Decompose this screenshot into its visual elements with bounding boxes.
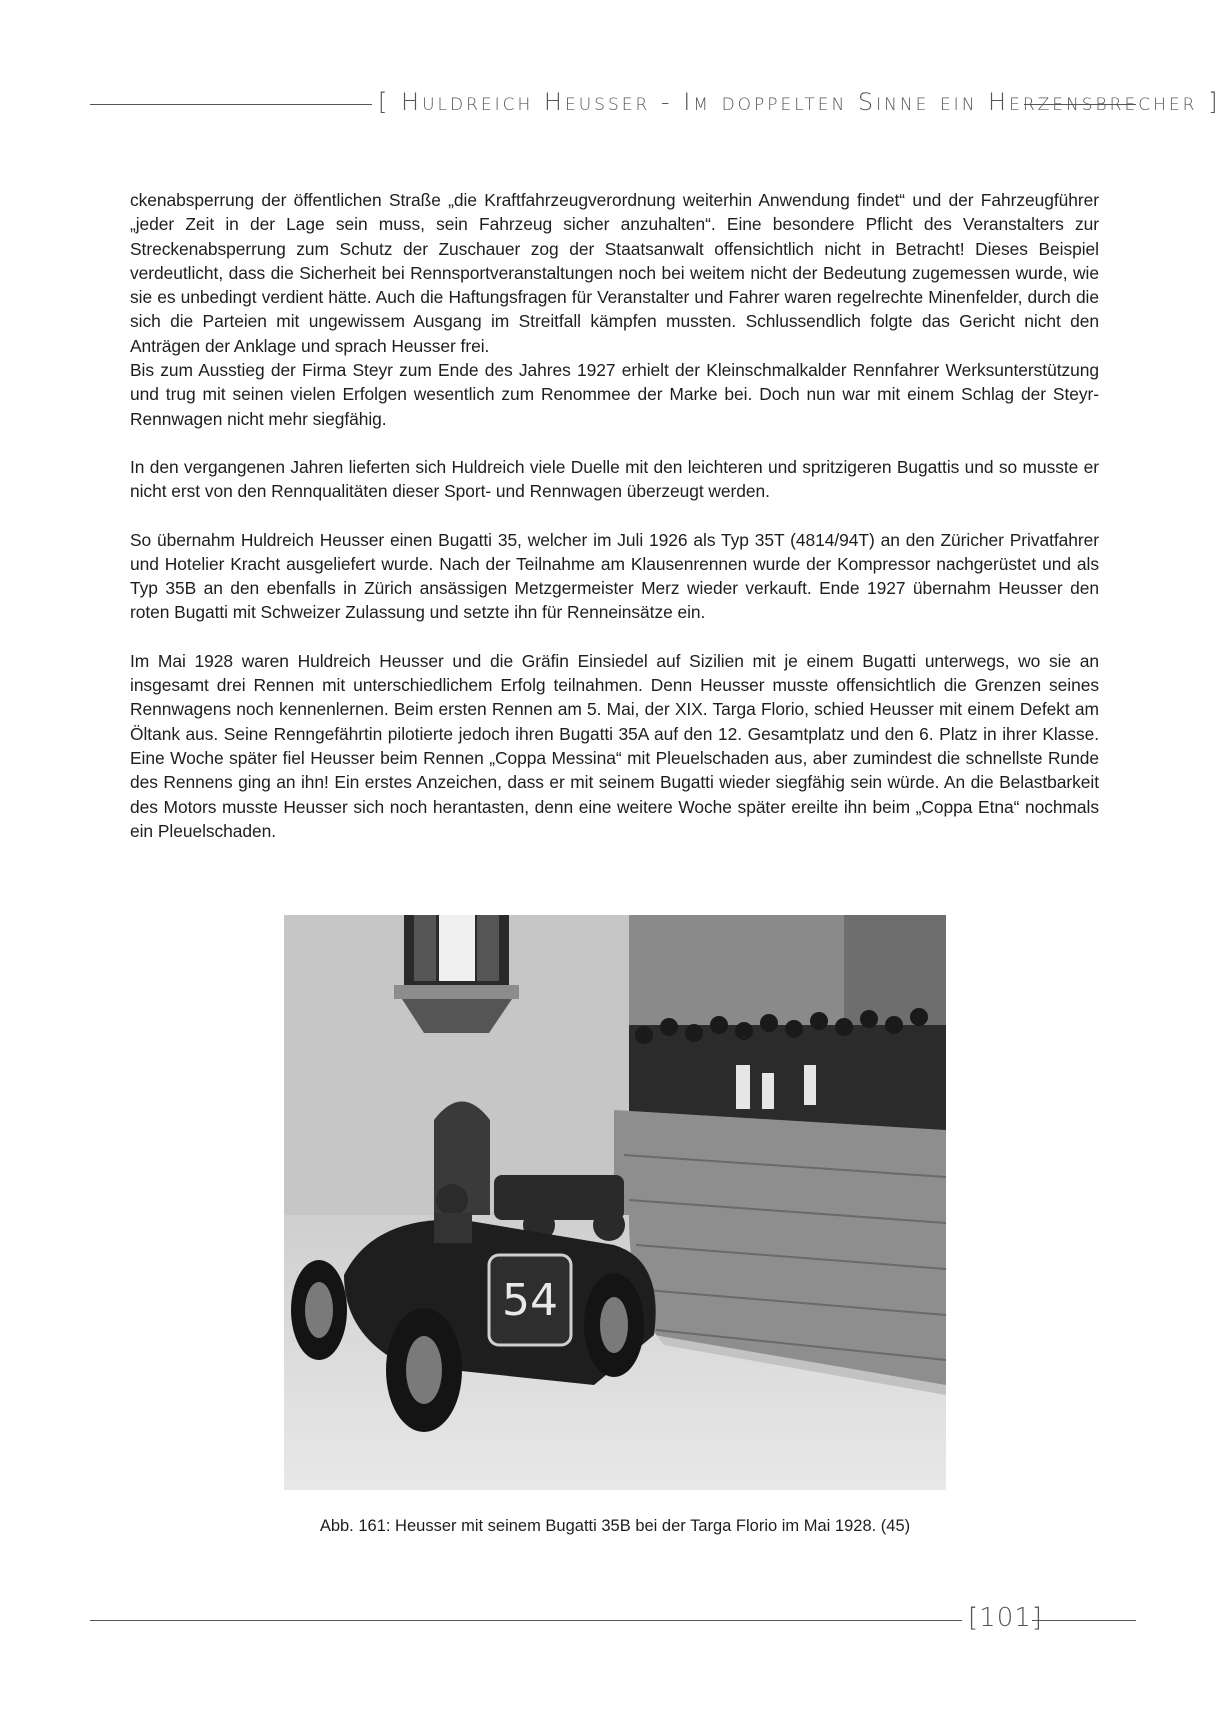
header-rule-right <box>1024 104 1136 105</box>
body-text <box>130 188 1099 843</box>
paragraph-5: Im Mai 1928 waren Huldreich Heusser und die Gräfin Einsiedel auf Sizilien mit je einem Bugatti unterwegs, wo sie an insgesamt drei Rennen mit unterschiedlichem Erfolg teilnahmen. Denn Heusser musste offensichtlich die Grenzen seines Rennwagens noch kennenlernen. Beim ersten Rennen am 5. Mai, der XIX. Targa Florio, schied Heusser mit einem Defekt am Öltank aus. Seine Renngefährtin pilotierte jedoch ihren Bugatti 35A auf den 12. Gesamtplatz und den 6. Platz in ihrer Klasse. Eine Woche später fiel Heusser beim Rennen „Coppa Messina“ mit Pleuelschaden aus, aber zumindest die schnellste Runde des Rennens ging an ihn! Ein erstes Anzeichen, dass er mit seinem Bugatti wieder siegfähig sein würde. An die Belastbarkeit des Motors musste Heusser sich noch herantasten, denn eine weitere Woche später ereilte ihn beim „Coppa Etna“ nochmals ein Pleuelschaden. <box>130 650 1099 841</box>
car-number: 54 <box>502 1275 558 1326</box>
footer-rule-right <box>1032 1620 1136 1621</box>
figure-caption: Abb. 161: Heusser mit seinem Bugatti 35B bei der Targa Florio im Mai 1928. (45) <box>319 1517 911 1535</box>
header-rule-left <box>90 104 372 105</box>
paragraph-3: In den vergangenen Jahren lieferten sich Huldreich viele Duelle mit den leichteren und spritzigeren Bugattis und so musste er nicht erst von den Rennqualitäten dieser Sport- und Rennwagen überzeugt werden. <box>130 456 1099 502</box>
page-number: 101 <box>979 1603 1032 1633</box>
header-title: Huldreich Heusser - Im doppelten Sinne ein Herzensbrecher <box>401 88 1198 116</box>
race-photo-illustration <box>284 915 946 1490</box>
paragraph-2: Bis zum Ausstieg der Firma Steyr zum Ende des Jahres 1927 erhielt der Kleinschmalkalder Rennfahrer Werksunterstützung und trug mit seinen vielen Erfolgen wesentlich zum Renommee der Marke bei. Doch nun war mit einem Schlag der Steyr-Rennwagen nicht mehr siegfähig. <box>130 360 1099 429</box>
footer-rule-left <box>90 1620 962 1621</box>
paragraph-1: ckenabsperrung der öffentlichen Straße „die Kraftfahrzeugverordnung weiterhin Anwendung findet“ und der Fahrzeugführer „jeder Zeit in der Lage sein muss, sein Fahrzeug sicher anzuhalten“. Eine besondere Pflicht des Veranstalters zur Streckenabsperrung zum Schutz der Zuschauer zog der Staatsanwalt offensichtlich nicht in Betracht! Dieses Beispiel verdeutlicht, dass die Sicherheit bei Rennsportveranstaltungen noch bei weitem nicht der Bedeutung zugemessen wurde, wie sie es unbedingt verdient hätte. Auch die Haftungsfragen für Veranstalter und Fahrer waren regelrechte Minenfelder, durch die sich die Parteien mit ungewissem Ausgang im Streitfall kämpfen mussten. Schlussendlich folgte das Gericht nicht den Anträgen der Anklage und sprach Heusser frei. <box>130 190 1099 356</box>
paragraph-4: So übernahm Huldreich Heusser einen Bugatti 35, welcher im Juli 1926 als Typ 35T (4814/94T) an den Züricher Privatfahrer und Hotelier Kracht ausgeliefert wurde. Nach der Teilnahme am Klausenrennen wurde der Kompressor nachgerüstet und als Typ 35B an den ebenfalls in Zürich ansässigen Metzgermeister Merz wieder verkauft. Ende 1927 übernahm Heusser den roten Bugatti mit Schweizer Zulassung und setzte ihn für Renneinsätze ein. <box>130 529 1099 623</box>
running-header <box>90 84 1221 124</box>
header-bracket-open: [ <box>378 88 391 116</box>
race-photo <box>284 915 946 1490</box>
header-title-box <box>378 88 1221 116</box>
page-number-box: [101] <box>968 1603 1043 1633</box>
page-footer <box>90 1603 1136 1637</box>
header-bracket-close: ] <box>1208 88 1221 116</box>
